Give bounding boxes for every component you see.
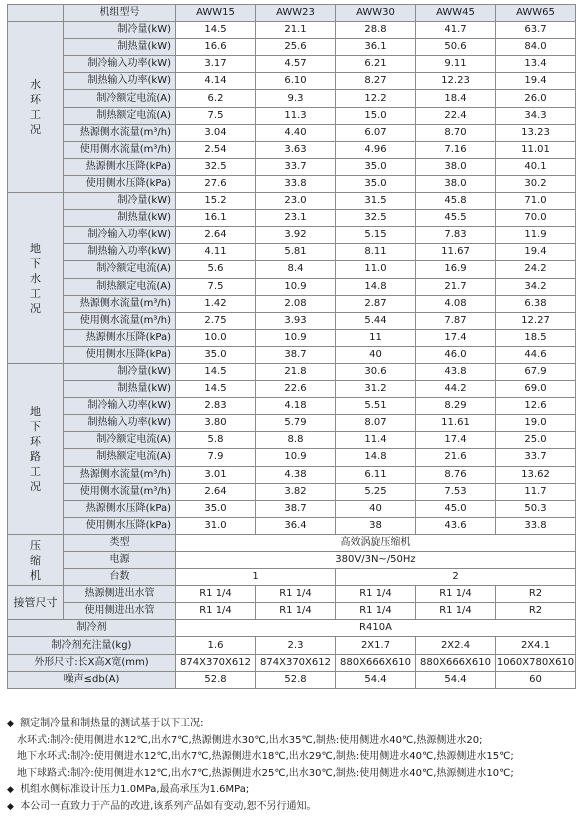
table-row [8,124,576,141]
row-label: 制冷输入功率(kW) [64,227,176,244]
row-label: 制热输入功率(kW) [64,73,176,90]
group-label: 接管尺寸 [8,586,64,620]
value-cell: 10.9 [256,278,336,295]
value-cell: 4.08 [416,295,496,312]
row-label: 制冷量(kW) [64,22,176,39]
value-cell: 2X2.4 [416,637,496,654]
value-cell: 38.7 [256,346,336,363]
value-cell: 5.44 [336,312,416,329]
value-cell: 8.29 [416,398,496,415]
value-cell: 15.0 [336,107,416,124]
row-label: 噪声≤db(A) [8,671,176,688]
value-cell: 23.0 [256,193,336,210]
value-cell: 高效涡旋压缩机 [176,534,576,551]
row-label: 使用侧水压降(kPa) [64,517,176,534]
row-label: 热源侧进出水管 [64,586,176,603]
value-cell: 14.8 [336,278,416,295]
value-cell: 35.0 [336,175,416,192]
value-cell: 7.5 [176,107,256,124]
value-cell: 380V/3N~/50Hz [176,552,576,569]
value-cell: 10.0 [176,329,256,346]
compressor-power-row [8,552,576,569]
table-row [8,193,576,210]
value-cell: 2.64 [176,483,256,500]
value-cell: 10.9 [256,449,336,466]
value-cell: R410A [176,620,576,637]
row-label: 使用侧水流量(m³/h) [64,141,176,158]
table-row [8,381,576,398]
table-row [8,227,576,244]
value-cell: 18.5 [496,329,576,346]
value-cell: R1 1/4 [336,586,416,603]
group-label-text: 压缩机 [30,538,41,582]
value-cell: 5.81 [256,244,336,261]
value-cell: 7.5 [176,278,256,295]
row-label: 外形尺寸:长X高X宽(mm) [8,654,176,671]
row-label: 台数 [64,569,176,586]
value-cell: 38.0 [416,158,496,175]
value-cell: 19.4 [496,73,576,90]
row-label: 制冷输入功率(kW) [64,398,176,415]
table-row [8,449,576,466]
row-label: 制冷额定电流(A) [64,90,176,107]
value-cell: 63.7 [496,22,576,39]
value-cell: 50.3 [496,500,576,517]
value-cell: 2.75 [176,312,256,329]
value-cell: 5.6 [176,261,256,278]
value-cell: 5.51 [336,398,416,415]
value-cell: 11.9 [496,227,576,244]
value-cell: 69.0 [496,381,576,398]
value-cell: 1060X780X610 [496,654,576,671]
value-cell: 11.61 [416,415,496,432]
value-cell: 33.8 [256,175,336,192]
table-row [8,363,576,380]
value-cell: 43.8 [416,363,496,380]
value-cell: 2.54 [176,141,256,158]
value-cell: 3.80 [176,415,256,432]
value-cell: 31.0 [176,517,256,534]
value-cell: 6.21 [336,56,416,73]
row-label: 热源侧水流量(m³/h) [64,466,176,483]
row-label: 制热额定电流(A) [64,278,176,295]
row-label: 热源侧水压降(kPa) [64,500,176,517]
value-cell: 14.5 [176,22,256,39]
value-cell: 8.07 [336,415,416,432]
value-cell: 6.07 [336,124,416,141]
note-1a: 水环式:制冷:使用侧进水12℃,出水7℃,热源侧进水30℃,出水35℃,制热:使用侧进水40℃,热源侧进水20; [17,734,483,746]
value-cell: 5.79 [256,415,336,432]
value-cell: 22.4 [416,107,496,124]
row-label: 制冷量(kW) [64,363,176,380]
header-title: 机组型号 [64,5,176,22]
value-cell: 35.0 [176,500,256,517]
row-label: 热源侧水流量(m³/h) [64,124,176,141]
row-label: 制热量(kW) [64,39,176,56]
value-cell: 6.11 [336,466,416,483]
value-cell: 12.27 [496,312,576,329]
row-label: 制热量(kW) [64,210,176,227]
value-cell: 25.6 [256,39,336,56]
value-cell: 9.11 [416,56,496,73]
value-cell: 8.76 [416,466,496,483]
table-row [8,415,576,432]
value-cell: R1 1/4 [416,603,496,620]
value-cell: 34.3 [496,107,576,124]
row-label: 类型 [64,534,176,551]
value-cell: 41.7 [416,22,496,39]
value-cell: 874X370X612 [256,654,336,671]
group-label-text: 水环工况 [30,78,41,137]
model-header: AWW45 [416,5,496,22]
value-cell: 24.2 [496,261,576,278]
value-cell: 52.8 [176,671,256,688]
value-cell: 7.9 [176,449,256,466]
value-cell: 34.2 [496,278,576,295]
row-label: 热源侧水压降(kPa) [64,329,176,346]
value-cell: 19.4 [496,244,576,261]
value-cell: 12.23 [416,73,496,90]
value-cell: 35.0 [336,158,416,175]
value-cell: 3.63 [256,141,336,158]
value-cell: 54.4 [416,671,496,688]
value-cell: 15.2 [176,193,256,210]
value-cell: 26.0 [496,90,576,107]
value-cell: 2.83 [176,398,256,415]
value-cell: 28.8 [336,22,416,39]
table-row [8,517,576,534]
row-label: 制冷额定电流(A) [64,261,176,278]
value-cell: R2 [496,586,576,603]
value-cell: 33.7 [256,158,336,175]
value-cell: 12.2 [336,90,416,107]
value-cell: R1 1/4 [256,586,336,603]
value-cell: R1 1/4 [256,603,336,620]
value-cell: 32.5 [176,158,256,175]
value-cell: 40 [336,500,416,517]
table-row [8,295,576,312]
value-cell: 21.6 [416,449,496,466]
value-cell: 22.6 [256,381,336,398]
value-cell: 6.2 [176,90,256,107]
value-cell: 46.0 [416,346,496,363]
model-header: AWW65 [496,5,576,22]
value-cell: 54.4 [336,671,416,688]
compressor-count-row [8,569,576,586]
row-label: 制冷输入功率(kW) [64,56,176,73]
value-cell: 880X666X610 [416,654,496,671]
value-cell: 4.38 [256,466,336,483]
value-cell: 25.0 [496,432,576,449]
table-row [8,329,576,346]
table-row [8,244,576,261]
note-text: 本公司一直致力于产品的改进,该系列产品如有变动,恕不另行通知。 [20,800,317,812]
value-cell: 1.6 [176,637,256,654]
value-cell: 31.2 [336,381,416,398]
value-cell: 3.92 [256,227,336,244]
value-cell: 1 [176,569,336,586]
value-cell: 38 [336,517,416,534]
value-cell: 6.10 [256,73,336,90]
header-corner [8,5,64,22]
note-1 [7,716,579,733]
table-row [8,90,576,107]
value-cell: 2.08 [256,295,336,312]
notes [7,716,579,816]
value-cell: 12.6 [496,398,576,415]
charge-row [8,637,576,654]
value-cell: 3.04 [176,124,256,141]
value-cell: 4.11 [176,244,256,261]
value-cell: 43.6 [416,517,496,534]
value-cell: 18.4 [416,90,496,107]
value-cell: R1 1/4 [176,586,256,603]
value-cell: 4.96 [336,141,416,158]
value-cell: 4.40 [256,124,336,141]
table-row [8,432,576,449]
group-label-text: 地下水工况 [30,241,41,315]
value-cell: 10.9 [256,329,336,346]
value-cell: 880X666X610 [336,654,416,671]
row-label: 制冷额定电流(A) [64,432,176,449]
row-label: 制冷剂充注量(kg) [8,637,176,654]
value-cell: 11 [336,329,416,346]
group-label [8,22,64,193]
value-cell: 2X1.7 [336,637,416,654]
value-cell: 11.3 [256,107,336,124]
group-label-text: 地下环路工况 [30,404,41,493]
value-cell: 3.93 [256,312,336,329]
table-row [8,73,576,90]
row-label: 制冷量(kW) [64,193,176,210]
value-cell: 70.0 [496,210,576,227]
note-1c: 地下球路式:制冷:使用侧进水12℃,出水7℃,热源侧进水25℃,出水30℃,制热:使用侧进水40℃,热源侧进水10℃; [17,767,514,779]
value-cell: 16.9 [416,261,496,278]
note-2 [7,782,579,799]
value-cell: R1 1/4 [416,586,496,603]
value-cell: 13.4 [496,56,576,73]
row-label: 制热额定电流(A) [64,449,176,466]
value-cell: 3.17 [176,56,256,73]
value-cell: 11.67 [416,244,496,261]
value-cell: 16.1 [176,210,256,227]
table-row [8,261,576,278]
table-row [8,346,576,363]
row-label: 热源侧水流量(m³/h) [64,295,176,312]
row-label: 使用侧水压降(kPa) [64,346,176,363]
value-cell: 36.1 [336,39,416,56]
table-row [8,39,576,56]
value-cell: 2.64 [176,227,256,244]
value-cell: 33.7 [496,449,576,466]
table-row [8,22,576,39]
value-cell: 21.1 [256,22,336,39]
spec-table-body [8,5,576,689]
value-cell: 17.4 [416,329,496,346]
row-label: 制热额定电流(A) [64,107,176,124]
value-cell: 8.70 [416,124,496,141]
value-cell: 44.6 [496,346,576,363]
model-header: AWW30 [336,5,416,22]
note-text: 机组水侧标准设计压力1.0MPa,最高承压为1.6MPa; [20,784,250,796]
value-cell: 11.0 [336,261,416,278]
row-label: 热源侧水压降(kPa) [64,158,176,175]
row-label: 电源 [64,552,176,569]
value-cell: 50.6 [416,39,496,56]
value-cell: 7.83 [416,227,496,244]
value-cell: 30.2 [496,175,576,192]
value-cell: 4.18 [256,398,336,415]
model-header: AWW23 [256,5,336,22]
value-cell: 8.11 [336,244,416,261]
group-label [8,363,64,534]
group-label [8,193,64,364]
value-cell: 8.27 [336,73,416,90]
value-cell: 13.23 [496,124,576,141]
value-cell: 45.5 [416,210,496,227]
row-label: 使用侧进出水管 [64,603,176,620]
value-cell: 14.5 [176,381,256,398]
row-label: 制冷剂 [8,620,176,637]
row-label: 制热量(kW) [64,381,176,398]
value-cell: 4.57 [256,56,336,73]
value-cell: 11.7 [496,483,576,500]
group-label [8,534,64,585]
value-cell: 40.1 [496,158,576,175]
value-cell: 27.6 [176,175,256,192]
value-cell: 874X370X612 [176,654,256,671]
value-cell: 33.8 [496,517,576,534]
table-row [8,175,576,192]
value-cell: R2 [496,603,576,620]
value-cell: 38.0 [416,175,496,192]
value-cell: R1 1/4 [176,603,256,620]
note-text: 额定制冷量和制热量的测试基于以下工况: [20,718,204,729]
table-row [8,312,576,329]
row-label: 使用侧水压降(kPa) [64,175,176,192]
value-cell: 14.8 [336,449,416,466]
table-row [8,398,576,415]
row-label: 制热输入功率(kW) [64,415,176,432]
value-cell: 84.0 [496,39,576,56]
header-row [8,5,576,22]
table-row [8,158,576,175]
value-cell: 38.7 [256,500,336,517]
row-label: 使用侧水流量(m³/h) [64,312,176,329]
pipe-row [8,586,576,603]
table-row [8,107,576,124]
value-cell: 14.5 [176,363,256,380]
row-label: 使用侧水流量(m³/h) [64,483,176,500]
note-3 [7,799,579,816]
value-cell: 3.82 [256,483,336,500]
value-cell: 19.0 [496,415,576,432]
value-cell: 21.7 [416,278,496,295]
refrigerant-row [8,620,576,637]
note-1b: 地下水环式:制冷:使用侧进水12℃,出水7℃,热源侧进水18℃,出水29℃,制热:使用侧进水40℃,热源侧进水15℃; [17,751,514,763]
model-header: AWW15 [176,5,256,22]
value-cell: 5.25 [336,483,416,500]
value-cell: 40 [336,346,416,363]
value-cell: 36.4 [256,517,336,534]
value-cell: 2.3 [256,637,336,654]
diamond-bullet-icon: ◆ [7,719,14,729]
value-cell: 5.15 [336,227,416,244]
value-cell: 6.38 [496,295,576,312]
value-cell: 4.14 [176,73,256,90]
value-cell: 35.0 [176,346,256,363]
dimensions-row [8,654,576,671]
pipe-row [8,603,576,620]
noise-row [8,671,576,688]
value-cell: 52.8 [256,671,336,688]
value-cell: 3.01 [176,466,256,483]
table-row [8,466,576,483]
value-cell: 44.2 [416,381,496,398]
table-row [8,500,576,517]
diamond-bullet-icon: ◆ [7,801,14,812]
value-cell: 7.16 [416,141,496,158]
value-cell: 17.4 [416,432,496,449]
value-cell: 16.6 [176,39,256,56]
table-row [8,210,576,227]
value-cell: 2.87 [336,295,416,312]
value-cell: 7.87 [416,312,496,329]
value-cell: 60 [496,671,576,688]
value-cell: 8.4 [256,261,336,278]
value-cell: 2 [336,569,576,586]
row-label: 制热输入功率(kW) [64,244,176,261]
value-cell: 2X4.1 [496,637,576,654]
value-cell: 13.62 [496,466,576,483]
value-cell: 32.5 [336,210,416,227]
diamond-bullet-icon: ◆ [7,785,14,796]
value-cell: 21.8 [256,363,336,380]
value-cell: 30.6 [336,363,416,380]
value-cell: R1 1/4 [336,603,416,620]
value-cell: 11.01 [496,141,576,158]
spec-table [7,4,576,689]
value-cell: 45.0 [416,500,496,517]
table-row [8,56,576,73]
value-cell: 67.9 [496,363,576,380]
value-cell: 45.8 [416,193,496,210]
value-cell: 1.42 [176,295,256,312]
table-row [8,278,576,295]
value-cell: 7.53 [416,483,496,500]
value-cell: 11.4 [336,432,416,449]
table-row [8,483,576,500]
value-cell: 8.8 [256,432,336,449]
value-cell: 5.8 [176,432,256,449]
value-cell: 23.1 [256,210,336,227]
value-cell: 31.5 [336,193,416,210]
table-row [8,141,576,158]
compressor-type-row [8,534,576,551]
value-cell: 9.3 [256,90,336,107]
value-cell: 71.0 [496,193,576,210]
